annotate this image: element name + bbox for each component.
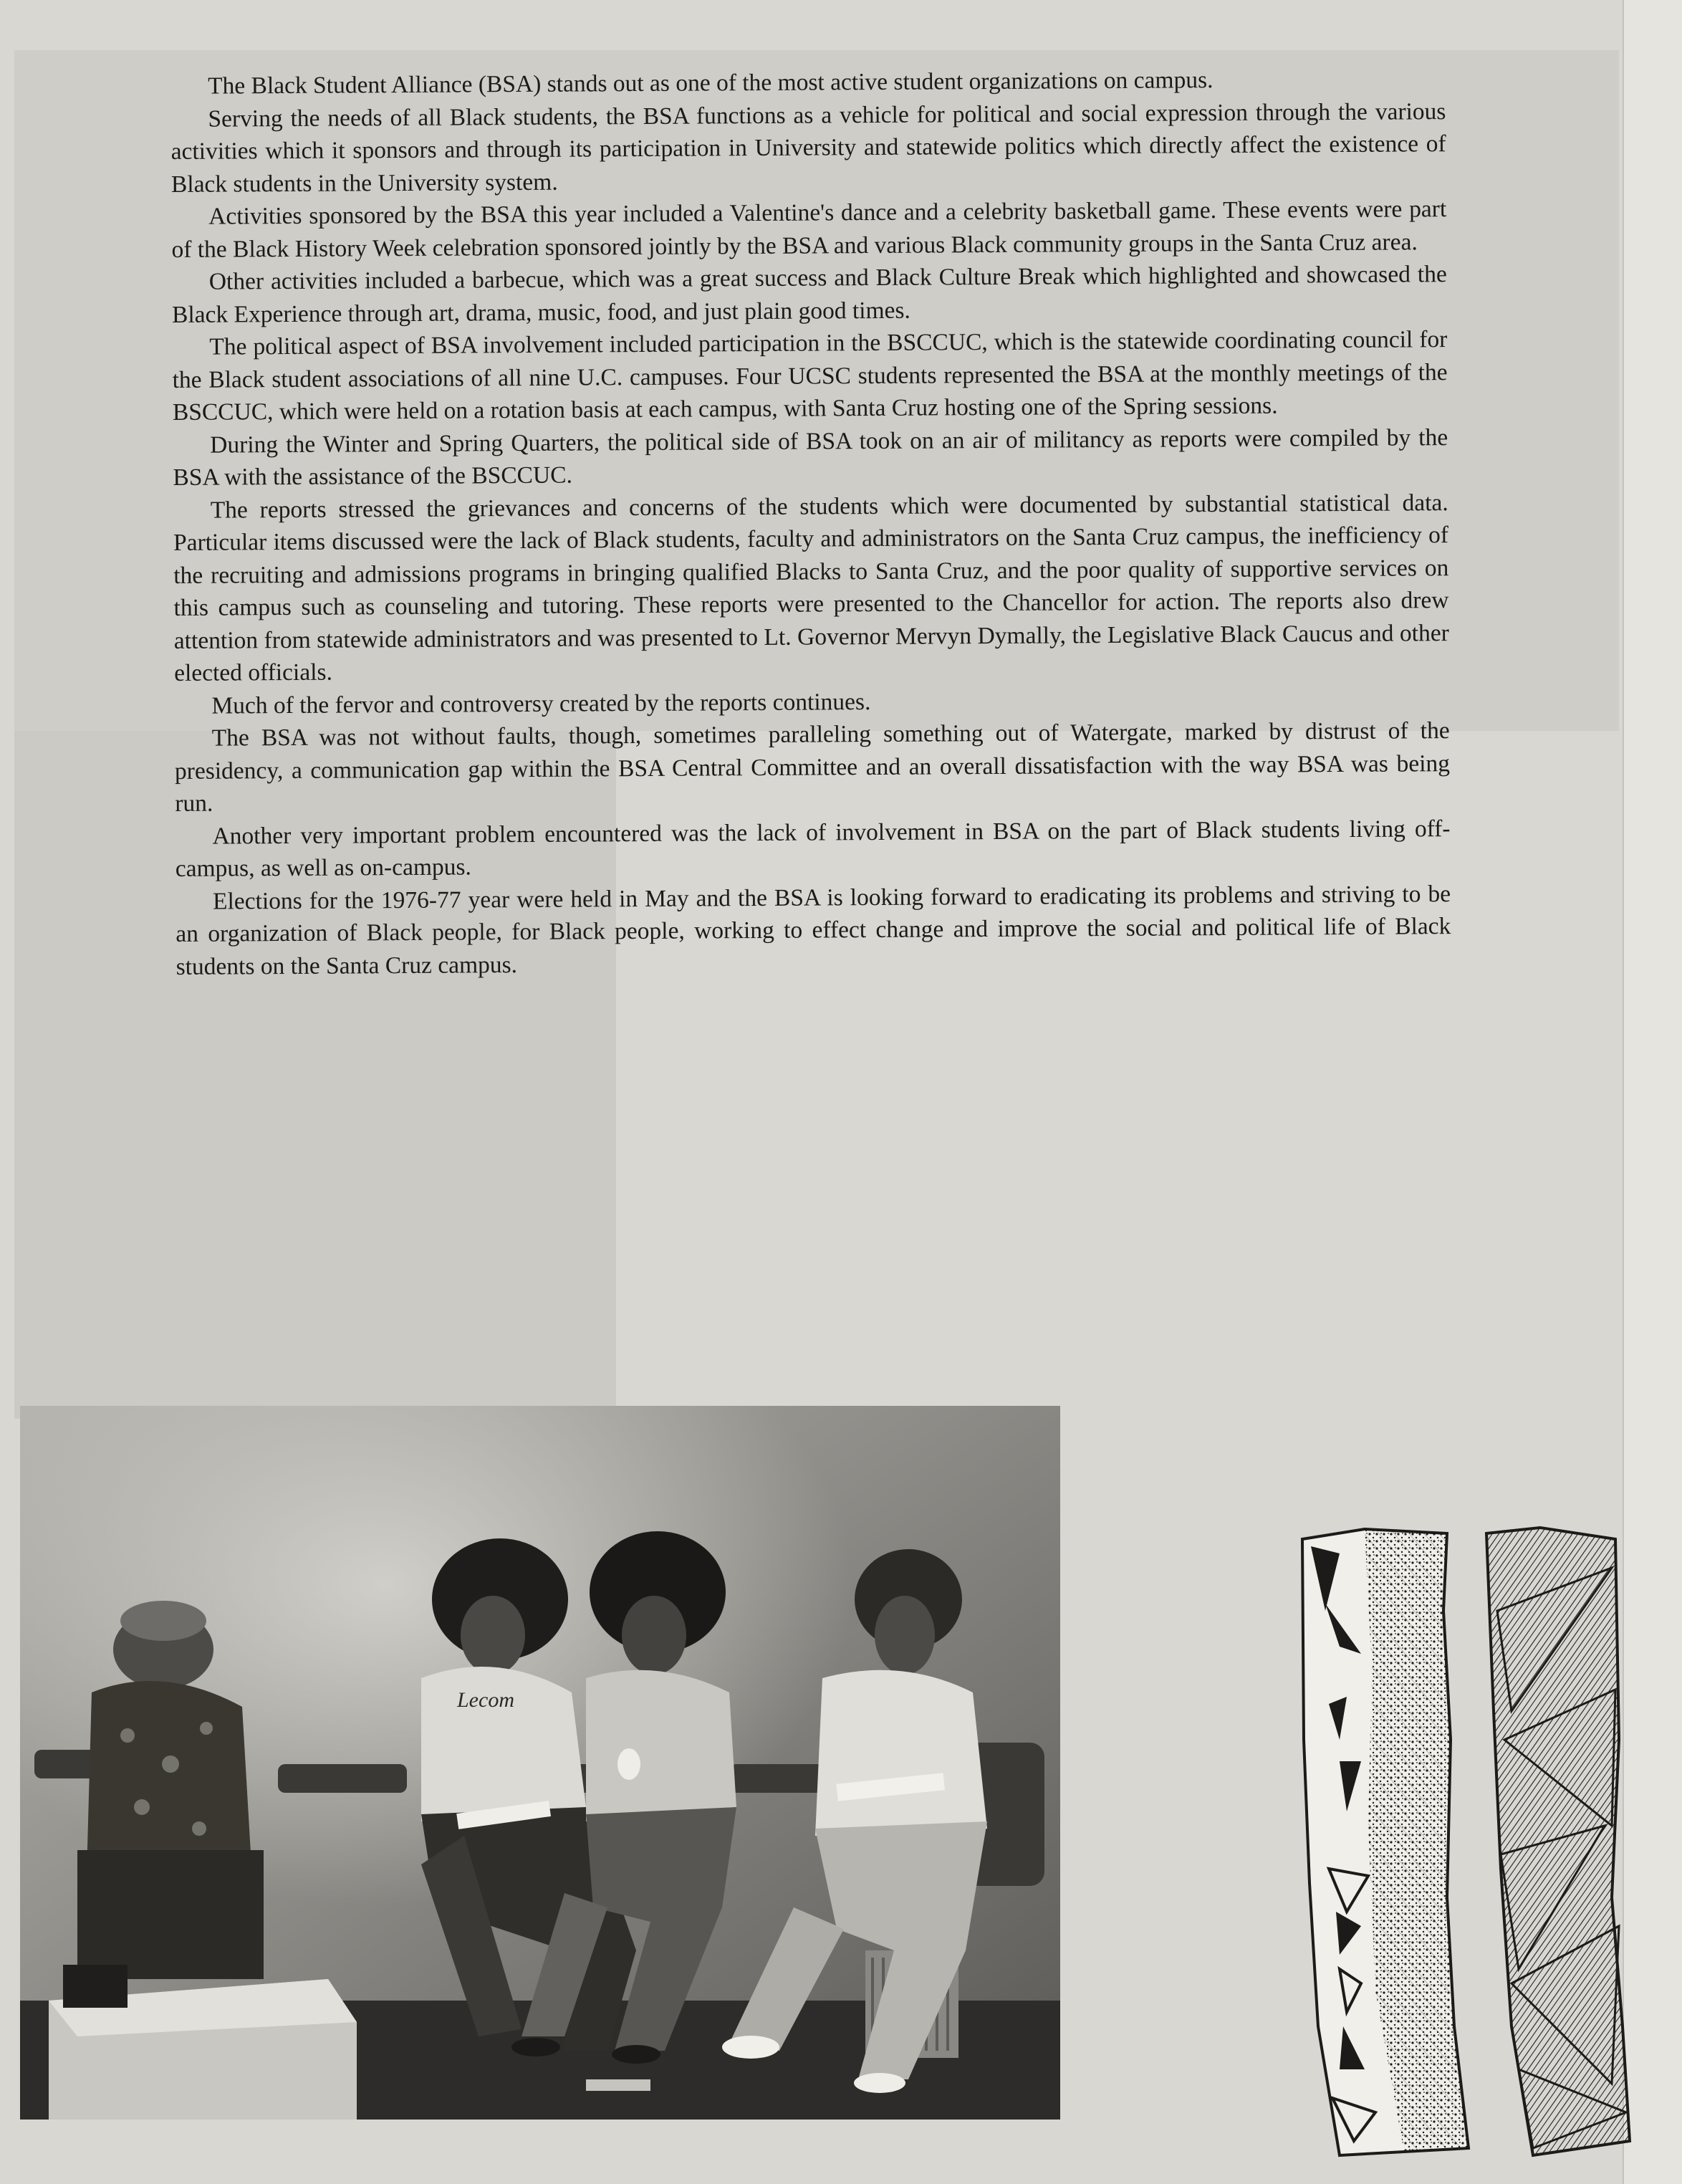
article-paragraph: Another very important problem encountered was the lack of involvement in BSA on the part of Black students living off-campus, as well as on-campus. xyxy=(175,815,1451,882)
article-paragraph: The BSA was not without faults, though, sometimes paralleling something out of Watergate, marked by distrust of the presidency, a communication gap within the BSA Central Committee and an overall dissatisfaction with the way BSA was being run. xyxy=(174,717,1451,817)
article-paragraph: Elections for the 1976-77 year were held in May and the BSA is looking forward to eradicating its problems and striving to be an organization of Black people, for Black people, working to effect change and improve the social and political life of Black students on the Santa Cruz campus. xyxy=(176,880,1451,980)
article-paragraph: Serving the needs of all Black students, the BSA functions as a vehicle for political and social expression through the various activities which it sponsors and through its participation in University and statewide politics which directly affect the existence of Black students in the University system. xyxy=(170,97,1446,198)
article-paragraph: The Black Student Alliance (BSA) stands out as one of the most active student organizations on campus. xyxy=(208,67,1214,100)
article-paragraph: During the Winter and Spring Quarters, the political side of BSA took on an air of militancy as reports were compiled by the BSA with the assistance of the BSCCUC. xyxy=(173,423,1448,491)
article-paragraph: Much of the fervor and controversy created by the reports continues. xyxy=(211,688,871,719)
students-seated-photo xyxy=(20,1406,1060,2120)
shirt-logo-text: Lecom xyxy=(457,1688,514,1712)
article-paragraph: The political aspect of BSA involvement included participation in the BSCCUC, which is the statewide coordinating council for the Black student associations of all nine U.C. campuses. Four UCSC students represented the BSA at the monthly meetings of the BSCCUC, which were held on a rotation basis at each campus, with Santa Cruz hosting one of the Spring sessions. xyxy=(172,326,1448,426)
bsa-article xyxy=(170,62,1451,983)
article-paragraph: Activities sponsored by the BSA this year included a Valentine's dance and a celebrity basketball game. These events were part of the Black History Week celebration sponsored jointly by the BSA and various Black community groups in the Santa Cruz area. xyxy=(171,196,1447,263)
article-paragraph: Other activities included a barbecue, which was a great success and Black Culture Break which highlighted and showcased the Black Experience through art, drama, music, food, and just plain good times. xyxy=(171,261,1447,328)
decorative-ink-drawing xyxy=(1297,1525,1633,2170)
article-paragraph: The reports stressed the grievances and concerns of the students which were documented by substantial statistical data. Particular items discussed were the lack of Black students, faculty and administrators on the Santa Cruz campus, the inefficiency of the recruiting and admissions programs in bringing qualified Blacks to Santa Cruz, and the poor quality of supportive services on this campus such as counseling and tutoring. These reports were presented to the Chancellor for action. The reports also drew attention from statewide administrators and was presented to Lt. Governor Mervyn Dymally, the Legislative Black Caucus and other elected officials. xyxy=(173,489,1449,686)
